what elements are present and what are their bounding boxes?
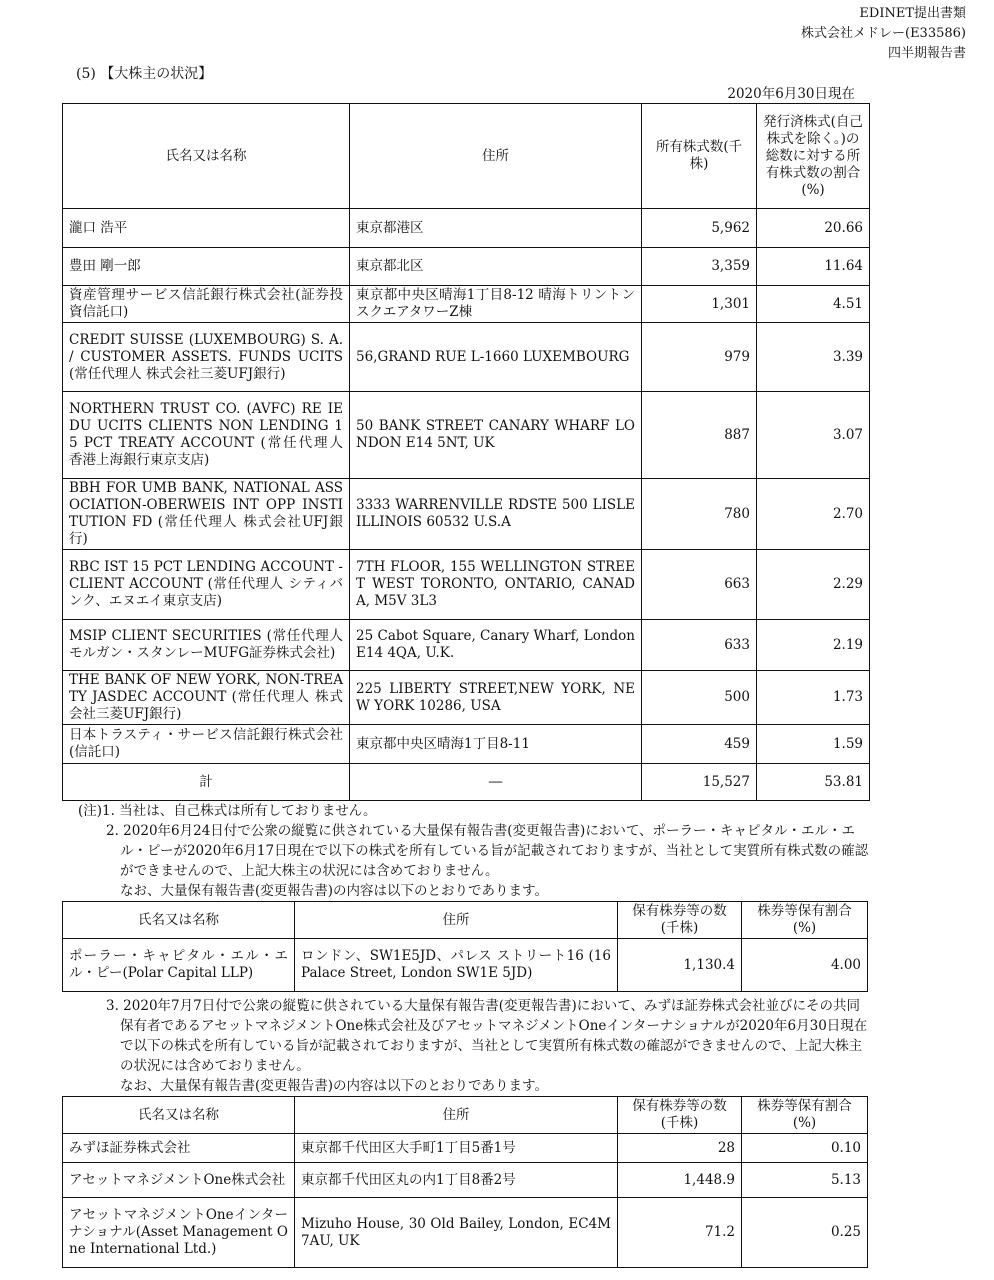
column-header: 住所 [295, 902, 618, 939]
ownership-ratio: 2.70 [757, 479, 870, 550]
holder-name: ポーラー・キャピタル・エル・エル・ピー(Polar Capital LLP) [63, 939, 295, 992]
header-line: 株式会社メドレー(E33586) [801, 26, 966, 41]
table-row [63, 1163, 868, 1198]
note-1: (注)1. 当社は、自己株式は所有しておりません。 [78, 803, 377, 819]
shares-held: 3,359 [642, 248, 757, 286]
total-label: 計 [63, 764, 350, 801]
holder-address: 東京都千代田区丸の内1丁目8番2号 [295, 1163, 618, 1198]
shares-held: 459 [642, 725, 757, 764]
column-header: 発行済株式(自己株式を除く。)の総数に対する所有株式数の割合(%) [757, 104, 870, 209]
total-shares: 15,527 [642, 764, 757, 801]
ownership-ratio: 20.66 [757, 209, 870, 248]
column-header: 保有株券等の数(千株) [618, 902, 742, 939]
major-shareholders-table [62, 103, 870, 801]
table-row [63, 1134, 868, 1163]
table-row [63, 1198, 868, 1268]
table-row [63, 725, 870, 764]
shareholder-name: 豊田 剛一郎 [63, 248, 350, 286]
holding-ratio: 0.10 [742, 1134, 868, 1163]
column-header: 株券等保有割合(%) [742, 902, 868, 939]
table-row [63, 620, 870, 671]
document-header [801, 4, 966, 64]
ownership-ratio: 4.51 [757, 286, 870, 323]
column-header: 保有株券等の数(千株) [618, 1097, 742, 1134]
holder-name: アセットマネジメントOne株式会社 [63, 1163, 295, 1198]
column-header: 氏名又は名称 [63, 1097, 295, 1134]
holder-name: みずほ証券株式会社 [63, 1134, 295, 1163]
shareholder-name: MSIP CLIENT SECURITIES (常任代理人 モルガン・スタンレーMUFG証券株式会社) [63, 620, 350, 671]
table-header-row [63, 104, 870, 209]
column-header: 住所 [295, 1097, 618, 1134]
shareholder-name: NORTHERN TRUST CO. (AVFC) RE IEDU UCITS CLIENTS NON LENDING 15 PCT TREATY ACCOUNT (常任代理人 香港上海銀行東京支店) [63, 392, 350, 479]
shareholder-name: RBC IST 15 PCT LENDING ACCOUNT - CLIENT ACCOUNT (常任代理人 シティバンク、エヌエイ東京支店) [63, 550, 350, 620]
table-row [63, 248, 870, 286]
shares-held: 887 [642, 392, 757, 479]
shareholder-address: 東京都北区 [350, 248, 642, 286]
polar-capital-table [62, 901, 868, 992]
ownership-ratio: 1.59 [757, 725, 870, 764]
shareholder-address: 東京都中央区晴海1丁目8-12 晴海トリントンスクエアタワーZ棟 [350, 286, 642, 323]
total-ratio: 53.81 [757, 764, 870, 801]
table-row [63, 671, 870, 725]
column-header: 株券等保有割合(%) [742, 1097, 868, 1134]
mizuho-table [62, 1096, 868, 1268]
table-header-row [63, 902, 868, 939]
shareholder-address: 7TH FLOOR, 155 WELLINGTON STREET WEST TORONTO, ONTARIO, CANADA, M5V 3L3 [350, 550, 642, 620]
note-3: 3. 2020年7月7日付で公衆の縦覧に供されている大量保有報告書(変更報告書)において、みずほ証券株式会社並びにその共同保有者であるアセットマネジメントOne株式会社及びアセットマネジメントOneインターナショナルが2020年6月30日現在で以下の株式を所有している旨が記載されておりますが、当社として実質所有株式数の確認ができませんので、上記大株主の状況には含めておりません。 [106, 998, 868, 1074]
shareholder-name: THE BANK OF NEW YORK, NON-TREATY JASDEC ACCOUNT (常任代理人 株式会社三菱UFJ銀行) [63, 671, 350, 725]
note-3-sub: なお、大量保有報告書(変更報告書)の内容は以下のとおりであります。 [120, 1078, 548, 1094]
shares-held: 1,448.9 [618, 1163, 742, 1198]
shareholder-name: 資産管理サービス信託銀行株式会社(証券投資信託口) [63, 286, 350, 323]
ownership-ratio: 2.19 [757, 620, 870, 671]
shareholder-address: 東京都港区 [350, 209, 642, 248]
table-row [63, 479, 870, 550]
holder-address: 東京都千代田区大手町1丁目5番1号 [295, 1134, 618, 1163]
header-line: EDINET提出書類 [859, 6, 966, 21]
shareholder-name: 瀧口 浩平 [63, 209, 350, 248]
holder-address: ロンドン、SW1E5JD、パレス ストリート16 (16 Palace Street, London SW1E 5JD) [295, 939, 618, 992]
shares-held: 5,962 [642, 209, 757, 248]
table-row [63, 550, 870, 620]
column-header: 氏名又は名称 [63, 902, 295, 939]
shares-held: 500 [642, 671, 757, 725]
shares-held: 1,130.4 [618, 939, 742, 992]
ownership-ratio: 3.07 [757, 392, 870, 479]
column-header: 氏名又は名称 [63, 104, 350, 209]
note-2: 2. 2020年6月24日付で公衆の縦覧に供されている大量保有報告書(変更報告書)において、ポーラー・キャピタル・エル・エル・ピーが2020年6月17日現在で以下の株式を所有している旨が記載されておりますが、当社として実質所有株式数の確認ができませんので、上記大株主の状況には含めておりません。 [106, 823, 869, 879]
shares-held: 633 [642, 620, 757, 671]
shares-held: 663 [642, 550, 757, 620]
shares-held: 1,301 [642, 286, 757, 323]
shareholder-address: 25 Cabot Square, Canary Wharf, London E14 4QA, U.K. [350, 620, 642, 671]
shareholder-name: 日本トラスティ・サービス信託銀行株式会社(信託口) [63, 725, 350, 764]
ownership-ratio: 1.73 [757, 671, 870, 725]
holding-ratio: 0.25 [742, 1198, 868, 1268]
table-row [63, 939, 868, 992]
holding-ratio: 4.00 [742, 939, 868, 992]
shareholder-name: BBH FOR UMB BANK, NATIONAL ASSOCIATION-OBERWEIS INT OPP INSTITUTION FD (常任代理人 株式会社UFJ銀行) [63, 479, 350, 550]
holder-address: Mizuho House, 30 Old Bailey, London, EC4M 7AU, UK [295, 1198, 618, 1268]
column-header: 住所 [350, 104, 642, 209]
total-row [63, 764, 870, 801]
table-header-row [63, 1097, 868, 1134]
shares-held: 780 [642, 479, 757, 550]
as-of-date: 2020年6月30日現在 [727, 86, 855, 102]
total-address: ― [350, 764, 642, 801]
shares-held: 28 [618, 1134, 742, 1163]
table-row [63, 209, 870, 248]
section-title: (5) 【大株主の状況】 [76, 66, 213, 82]
header-line: 四半期報告書 [887, 46, 966, 61]
ownership-ratio: 2.29 [757, 550, 870, 620]
document-body [62, 64, 869, 1268]
shareholder-name: CREDIT SUISSE (LUXEMBOURG) S. A. / CUSTOMER ASSETS. FUNDS UCITS (常任代理人 株式会社三菱UFJ銀行) [63, 323, 350, 392]
shareholder-address: 50 BANK STREET CANARY WHARF LONDON E14 5NT, UK [350, 392, 642, 479]
table-row [63, 323, 870, 392]
holder-name: アセットマネジメントOneインターナショナル(Asset Management One International Ltd.) [63, 1198, 295, 1268]
note-2-sub: なお、大量保有報告書(変更報告書)の内容は以下のとおりであります。 [120, 883, 548, 899]
shareholder-address: 225 LIBERTY STREET,NEW YORK, NEW YORK 10286, USA [350, 671, 642, 725]
shares-held: 979 [642, 323, 757, 392]
ownership-ratio: 11.64 [757, 248, 870, 286]
ownership-ratio: 3.39 [757, 323, 870, 392]
shareholder-address: 3333 WARRENVILLE RDSTE 500 LISLE ILLINOIS 60532 U.S.A [350, 479, 642, 550]
shares-held: 71.2 [618, 1198, 742, 1268]
shareholder-address: 東京都中央区晴海1丁目8-11 [350, 725, 642, 764]
holding-ratio: 5.13 [742, 1163, 868, 1198]
table-row [63, 392, 870, 479]
table-row [63, 286, 870, 323]
column-header: 所有株式数(千株) [642, 104, 757, 209]
shareholder-address: 56,GRAND RUE L-1660 LUXEMBOURG [350, 323, 642, 392]
